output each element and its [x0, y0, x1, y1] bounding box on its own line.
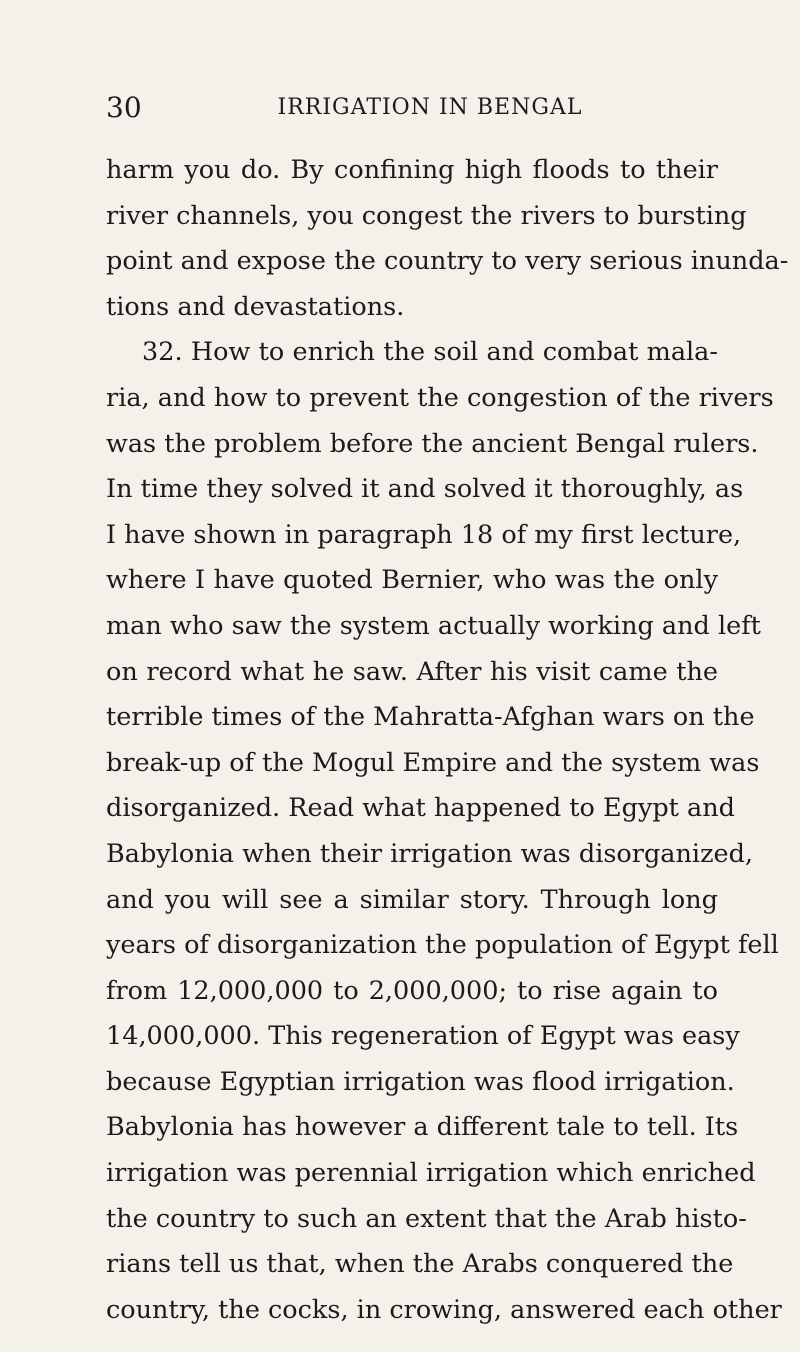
text-line: man who saw the system actually working and left	[106, 610, 761, 641]
text-line: because Egyptian irrigation was flood irrigation.	[106, 1066, 735, 1097]
text-line: the country to such an extent that the Arab histo-	[106, 1203, 747, 1234]
text-line: I have shown in paragraph 18 of my first lecture,	[106, 519, 742, 550]
text-line: river channels, you congest the rivers to bursting	[106, 200, 747, 231]
text-line: In time they solved it and solved it thoroughly, as	[106, 474, 744, 505]
text-line: Babylonia has however a different tale to tell. Its	[106, 1112, 739, 1143]
text-line: irrigation was perennial irrigation which enriched	[106, 1158, 756, 1189]
text-line: break-up of the Mogul Empire and the system was	[106, 747, 760, 778]
text-line: 32. How to enrich the soil and combat mala-	[142, 337, 718, 368]
text-line: point and expose the country to very serious inunda-	[106, 246, 789, 277]
page-header	[106, 88, 714, 128]
text-line: years of disorganization the population of Egypt fell	[106, 930, 779, 961]
text-line: rians tell us that, when the Arabs conquered the	[106, 1249, 734, 1280]
text-line: on record what he saw. After his visit came the	[106, 656, 718, 687]
page-number: 30	[106, 91, 142, 124]
text-line: ria, and how to prevent the congestion of the rivers	[106, 382, 774, 413]
text-line: from 12,000,000 to 2,000,000; to rise again to	[106, 975, 718, 1006]
text-line: tions and devastations.	[106, 291, 405, 322]
text-line: harm you do. By confining high floods to their	[106, 155, 718, 185]
body-text	[106, 148, 789, 1333]
text-line: country, the cocks, in crowing, answered each other	[106, 1294, 782, 1325]
running-title: IRRIGATION IN BENGAL	[277, 95, 583, 120]
text-line: and you will see a similar story. Through long	[106, 884, 718, 915]
text-line: disorganized. Read what happened to Egypt and	[106, 793, 735, 824]
text-line: Babylonia when their irrigation was disorganized,	[106, 838, 754, 869]
text-line: was the problem before the ancient Bengal rulers.	[106, 428, 759, 459]
text-line: terrible times of the Mahratta-Afghan wars on the	[106, 702, 755, 733]
text-line: where I have quoted Bernier, who was the only	[106, 565, 718, 596]
text-line: 14,000,000. This regeneration of Egypt was easy	[106, 1021, 740, 1052]
